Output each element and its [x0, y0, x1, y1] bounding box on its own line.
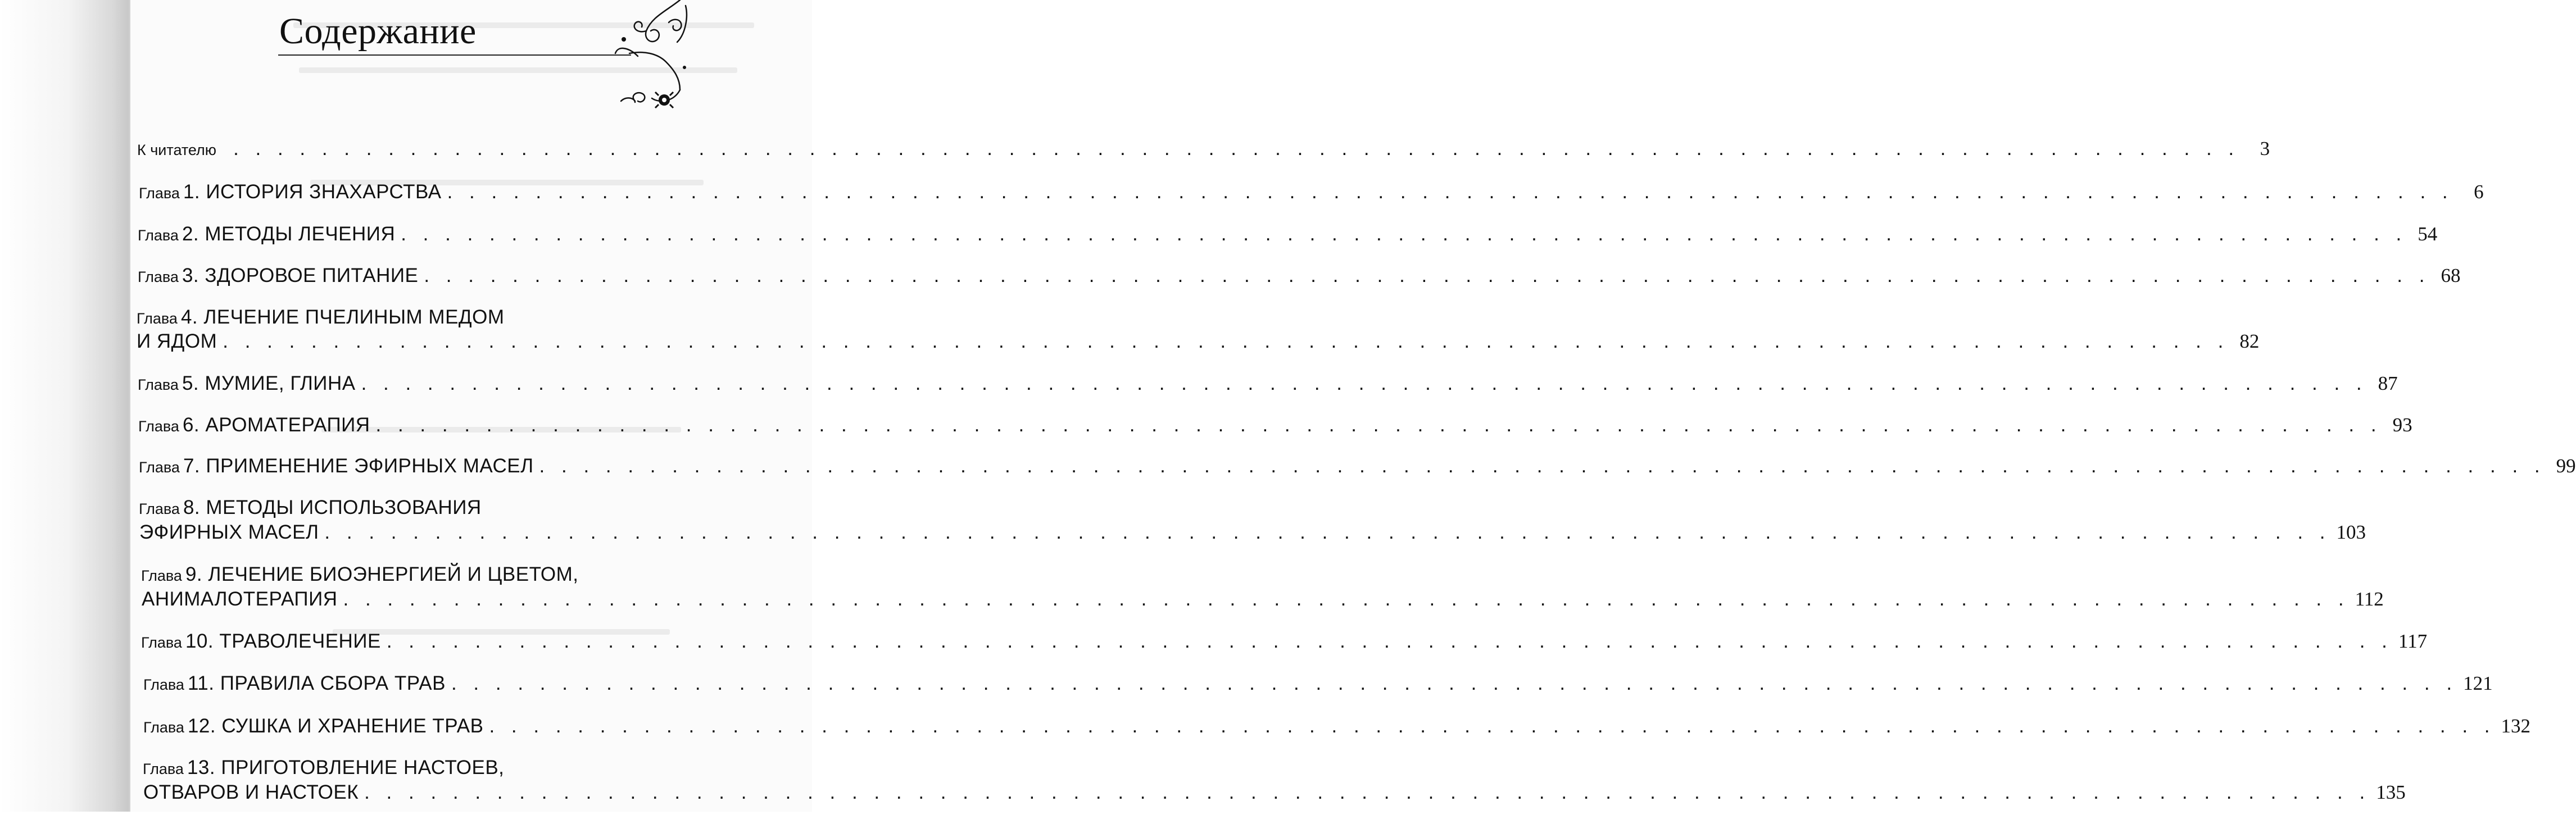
toc-entry-title: 11. ПРАВИЛА СБОРА ТРАВ — [187, 672, 446, 694]
toc-entry-continuation[interactable] — [0, 521, 2366, 555]
toc-entry[interactable] — [0, 181, 2484, 215]
toc-entry-page: 117 — [2398, 630, 2428, 652]
toc-entry-label: Глава — [138, 376, 179, 393]
toc-entry-label: Глава — [139, 459, 180, 476]
toc-entry-continuation[interactable] — [0, 781, 2406, 815]
toc-entry-title-cont: И ЯДОМ — [137, 330, 217, 352]
toc-entry-title: 9. ЛЕЧЕНИЕ БИОЭНЕРГИЕЙ И ЦВЕТОМ, — [185, 563, 579, 585]
toc-entry-label: Глава — [141, 634, 182, 651]
toc-entry-page: 68 — [2441, 265, 2461, 286]
toc-entry-page: 3 — [2260, 138, 2270, 160]
toc-entry[interactable] — [0, 223, 2438, 257]
toc-entry-label: Глава — [143, 761, 184, 777]
dot-leader: . . . . . . . . . . . . . . . . . . . . . . . . . . . . . . . . . . . . . . . . . . . . . . . . . . . . . . . . . . . . . . . . . . . . . . . . . . . . . . . . . . . . . . . . . . . — [401, 223, 2407, 245]
toc-entry-title: 10. ТРАВОЛЕЧЕНИЕ — [185, 630, 381, 652]
toc-entry-label: Глава — [139, 185, 180, 202]
toc-entry-title: 3. ЗДОРОВОЕ ПИТАНИЕ — [182, 265, 419, 286]
dot-leader: . . . . . . . . . . . . . . . . . . . . . . . . . . . . . . . . . . . . . . . . . . . . . . . . . . . . . . . . . . . . . . . . . . . . . . . . . . . . . . . . . . . . . . . . . . . — [375, 414, 2382, 436]
toc-entry-page: 121 — [2463, 672, 2493, 694]
toc-entry-title: 5. МУМИЕ, ГЛИНА — [182, 372, 356, 394]
toc-entry-label: Глава — [138, 268, 179, 285]
dot-leader: . . . . . . . . . . . . . . . . . . . . . . . . . . . . . . . . . . . . . . . . . . . . . . . . . . . . . . . . . . . . . . . . . . . . . . . . . . . . . . . . . . . . . . . . . . . — [386, 630, 2393, 652]
toc-entry-page: 112 — [2355, 588, 2384, 610]
toc-entry-page: 93 — [2392, 414, 2412, 436]
dot-leader: . . . . . . . . . . . . . . . . . . . . . . . . . . . . . . . . . . . . . . . . . . . . . . . . . . . . . . . . . . . . . . . . . . . . . . . . . . . . . . . . . . . . . . . . . . . — [223, 330, 2229, 352]
toc-entry-title: 6. АРОМАТЕРАПИЯ — [182, 414, 370, 436]
toc-entry-page: 6 — [2474, 181, 2484, 203]
toc-entry-page: 87 — [2378, 372, 2398, 394]
dot-leader: . . . . . . . . . . . . . . . . . . . . . . . . . . . . . . . . . . . . . . . . . . . . . . . . . . . . . . . . . . . . . . . . . . . . . . . . . . . . . . . . . . . . . . . . . . . — [489, 715, 2496, 737]
toc-entry[interactable] — [0, 414, 2412, 448]
dot-leader: . . . . . . . . . . . . . . . . . . . . . . . . . . . . . . . . . . . . . . . . . . . . . . . . . . . . . . . . . . . . . . . . . . . . . . . . . . . . . . . . . . . . . . . . . . . — [343, 588, 2350, 610]
toc-entry-title: 2. МЕТОДЫ ЛЕЧЕНИЯ — [182, 223, 396, 245]
toc-entry[interactable] — [0, 455, 2576, 489]
toc-entry-page: 99 — [2556, 455, 2576, 477]
toc-entry-label: Глава — [141, 567, 182, 584]
toc-entry[interactable] — [0, 372, 2398, 406]
dot-leader: . . . . . . . . . . . . . . . . . . . . . . . . . . . . . . . . . . . . . . . . . . . . . . . . . . . . . . . . . . . . . . . . . . . . . . . . . . . . . . . . . . . . . . . . . . . — [361, 372, 2368, 394]
toc-entry-title: 8. МЕТОДЫ ИСПОЛЬЗОВАНИЯ — [183, 497, 482, 518]
toc-entry-title-cont: ЭФИРНЫХ МАСЕЛ — [139, 521, 319, 543]
toc-entry-title: 12. СУШКА И ХРАНЕНИЕ ТРАВ — [187, 715, 484, 737]
toc-entry[interactable] — [0, 715, 2531, 749]
toc-entry-label: К читателю — [137, 142, 217, 158]
toc-entry-title: 7. ПРИМЕНЕНИЕ ЭФИРНЫХ МАСЕЛ — [183, 455, 534, 477]
toc-entry-label: Глава — [143, 676, 184, 693]
title-underline — [278, 54, 631, 56]
toc-entry-title: 13. ПРИГОТОВЛЕНИЕ НАСТОЕВ, — [187, 757, 505, 778]
toc-entry-page: 54 — [2418, 223, 2438, 245]
page-title: Содержание — [279, 11, 477, 52]
toc-entry-page: 82 — [2239, 330, 2260, 352]
toc-entry-page: 103 — [2336, 521, 2366, 543]
dot-leader: . . . . . . . . . . . . . . . . . . . . . . . . . . . . . . . . . . . . . . . . . . . . . . . . . . . . . . . . . . . . . . . . . . . . . . . . . . . . . . . . . . . . . . . . . . . — [233, 138, 2240, 160]
toc-entry[interactable] — [0, 138, 2270, 171]
toc-entry[interactable] — [0, 265, 2461, 298]
dot-leader: . . . . . . . . . . . . . . . . . . . . . . . . . . . . . . . . . . . . . . . . . . . . . . . . . . . . . . . . . . . . . . . . . . . . . . . . . . . . . . . . . . . . . . . . . . . — [424, 265, 2430, 286]
dot-leader: . . . . . . . . . . . . . . . . . . . . . . . . . . . . . . . . . . . . . . . . . . . . . . . . . . . . . . . . . . . . . . . . . . . . . . . . . . . . . . . . . . . . . . . . . . . — [364, 781, 2371, 803]
toc-entry-label: Глава — [138, 227, 179, 244]
toc-entry-label: Глава — [137, 310, 178, 327]
dot-leader: . . . . . . . . . . . . . . . . . . . . . . . . . . . . . . . . . . . . . . . . . . . . . . . . . . . . . . . . . . . . . . . . . . . . . . . . . . . . . . . . . . . . . . . . . . . — [447, 181, 2453, 203]
toc-entry-title: 1. ИСТОРИЯ ЗНАХАРСТВА — [183, 181, 442, 203]
dot-leader: . . . . . . . . . . . . . . . . . . . . . . . . . . . . . . . . . . . . . . . . . . . . . . . . . . . . . . . . . . . . . . . . . . . . . . . . . . . . . . . . . . . . . . . . . . . — [539, 455, 2546, 477]
toc-entry[interactable] — [0, 630, 2428, 664]
toc-entry-title-cont: ОТВАРОВ И НАСТОЕК — [143, 781, 359, 803]
toc-entry-page: 132 — [2501, 715, 2531, 737]
toc-entry-title: 4. ЛЕЧЕНИЕ ПЧЕЛИНЫМ МЕДОМ — [180, 306, 505, 328]
dot-leader: . . . . . . . . . . . . . . . . . . . . . . . . . . . . . . . . . . . . . . . . . . . . . . . . . . . . . . . . . . . . . . . . . . . . . . . . . . . . . . . . . . . . . . . . . . . — [324, 521, 2331, 543]
toc-entry-label: Глава — [139, 500, 180, 517]
toc-entry-label: Глава — [138, 418, 179, 435]
toc-entry-continuation[interactable] — [0, 588, 2384, 622]
toc-entry-continuation[interactable] — [0, 330, 2260, 364]
toc-entry-label: Глава — [143, 719, 184, 736]
toc-entry-title-cont: АНИМАЛОТЕРАПИЯ — [142, 588, 338, 610]
dot-leader: . . . . . . . . . . . . . . . . . . . . . . . . . . . . . . . . . . . . . . . . . . . . . . . . . . . . . . . . . . . . . . . . . . . . . . . . . . . . . . . . . . . . . . . . . . . — [451, 672, 2458, 694]
toc-entry[interactable] — [0, 672, 2493, 706]
toc-entry-page: 135 — [2376, 781, 2406, 803]
flourish-ornament-icon — [613, 0, 688, 110]
